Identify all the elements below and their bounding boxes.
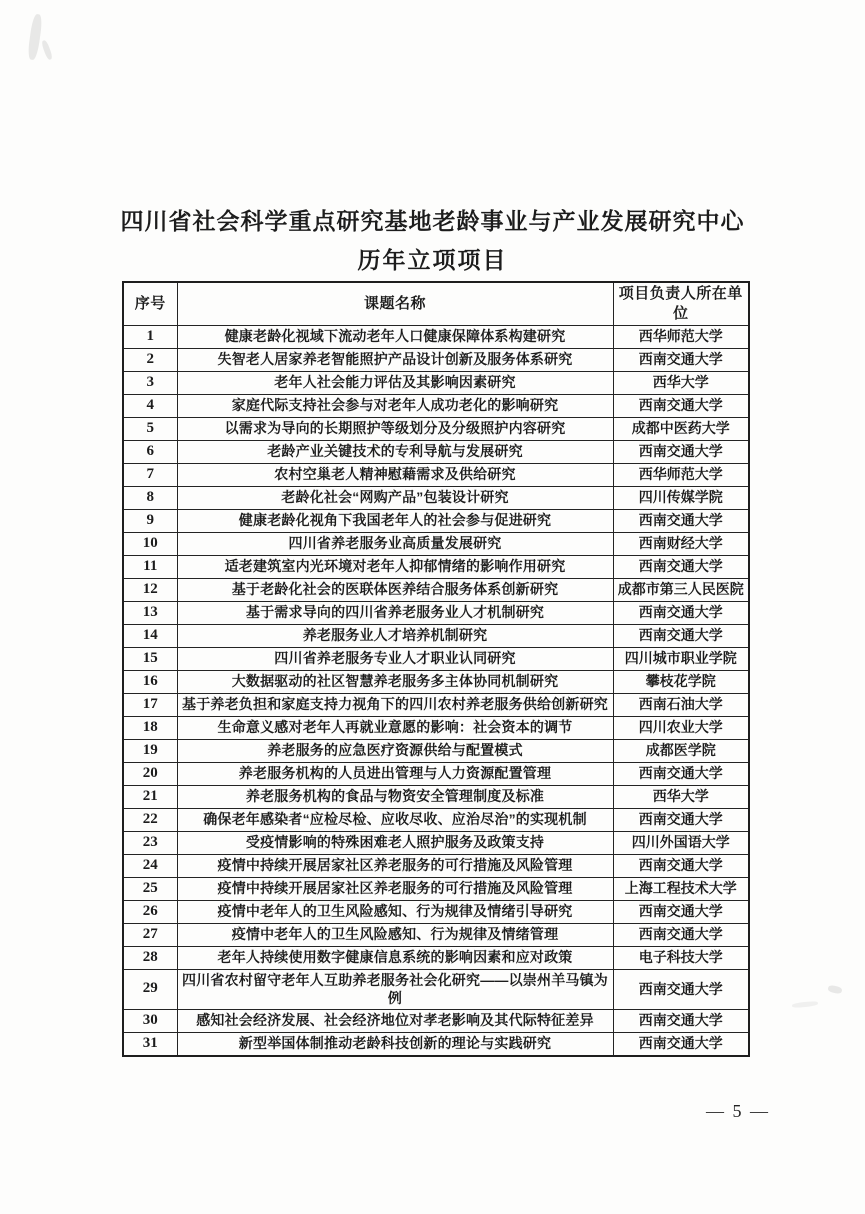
project-title: 老龄化社会“网购产品”包装设计研究 [177,486,613,509]
project-unit: 上海工程技术大学 [613,877,749,900]
table-row [123,923,749,946]
table-row [123,325,749,348]
row-index: 3 [123,371,177,394]
projects-table [122,281,750,1057]
row-index: 29 [123,969,177,1009]
project-title: 农村空巢老人精神慰藉需求及供给研究 [177,463,613,486]
project-title: 四川省农村留守老年人互助养老服务社会化研究——以崇州羊马镇为例 [177,969,613,1009]
document-title-block [0,208,865,274]
project-unit: 西南交通大学 [613,969,749,1009]
project-unit: 四川农业大学 [613,716,749,739]
table-row [123,854,749,877]
row-index: 9 [123,509,177,532]
project-title: 适老建筑室内光环境对老年人抑郁情绪的影响作用研究 [177,555,613,578]
project-unit: 电子科技大学 [613,946,749,969]
table-row [123,555,749,578]
project-title: 家庭代际支持社会参与对老年人成功老化的影响研究 [177,394,613,417]
row-index: 5 [123,417,177,440]
project-unit: 成都中医药大学 [613,417,749,440]
project-unit: 西南交通大学 [613,624,749,647]
document-title-line2: 历年立项项目 [357,246,508,273]
project-unit: 西华大学 [613,371,749,394]
table-row [123,532,749,555]
project-title: 老龄产业关键技术的专利导航与发展研究 [177,440,613,463]
table-row [123,440,749,463]
table-row [123,785,749,808]
project-title: 基于养老负担和家庭支持力视角下的四川农村养老服务供给创新研究 [177,693,613,716]
project-title: 失智老人居家养老智能照护产品设计创新及服务体系研究 [177,348,613,371]
table-row [123,486,749,509]
project-unit: 四川城市职业学院 [613,647,749,670]
row-index: 31 [123,1032,177,1056]
project-title: 受疫情影响的特殊困难老人照护服务及政策支持 [177,831,613,854]
project-title: 基于需求导向的四川省养老服务业人才机制研究 [177,601,613,624]
table-row [123,417,749,440]
table-row [123,808,749,831]
row-index: 6 [123,440,177,463]
row-index: 1 [123,325,177,348]
row-index: 12 [123,578,177,601]
row-index: 8 [123,486,177,509]
project-unit: 西华师范大学 [613,325,749,348]
project-unit: 西华师范大学 [613,463,749,486]
table-row [123,969,749,1009]
scan-artifact [27,14,43,61]
project-title: 老年人社会能力评估及其影响因素研究 [177,371,613,394]
project-unit: 西南交通大学 [613,440,749,463]
project-title: 疫情中持续开展居家社区养老服务的可行措施及风险管理 [177,877,613,900]
project-unit: 西南交通大学 [613,854,749,877]
project-title: 以需求为导向的长期照护等级划分及分级照护内容研究 [177,417,613,440]
document-title-line1: 四川省社会科学重点研究基地老龄事业与产业发展研究中心 [120,208,745,234]
project-unit: 西南交通大学 [613,808,749,831]
row-index: 25 [123,877,177,900]
project-unit: 西南交通大学 [613,348,749,371]
row-index: 10 [123,532,177,555]
project-unit: 西南交通大学 [613,1032,749,1056]
project-unit: 成都市第三人民医院 [613,578,749,601]
table-row [123,900,749,923]
project-title: 老年人持续使用数字健康信息系统的影响因素和应对政策 [177,946,613,969]
project-unit: 四川外国语大学 [613,831,749,854]
row-index: 16 [123,670,177,693]
table-row [123,877,749,900]
project-title: 四川省养老服务专业人才职业认同研究 [177,647,613,670]
project-title: 养老服务机构的食品与物资安全管理制度及标准 [177,785,613,808]
project-title: 生命意义感对老年人再就业意愿的影响：社会资本的调节 [177,716,613,739]
project-title: 感知社会经济发展、社会经济地位对孝老影响及其代际特征差异 [177,1009,613,1032]
project-unit: 四川传媒学院 [613,486,749,509]
project-unit: 西南交通大学 [613,394,749,417]
row-index: 11 [123,555,177,578]
project-unit: 西南交通大学 [613,900,749,923]
project-unit: 西南交通大学 [613,923,749,946]
column-header-unit: 项目负责人所在单位 [613,282,749,325]
project-title: 疫情中老年人的卫生风险感知、行为规律及情绪管理 [177,923,613,946]
row-index: 17 [123,693,177,716]
project-title: 基于老龄化社会的医联体医养结合服务体系创新研究 [177,578,613,601]
project-unit: 西南石油大学 [613,693,749,716]
row-index: 24 [123,854,177,877]
table-row [123,1032,749,1056]
row-index: 13 [123,601,177,624]
row-index: 2 [123,348,177,371]
table-row [123,670,749,693]
table-row [123,831,749,854]
table-header-row [123,282,749,325]
table-row [123,946,749,969]
project-unit: 西南财经大学 [613,532,749,555]
table-row [123,624,749,647]
project-unit: 西南交通大学 [613,601,749,624]
project-unit: 西南交通大学 [613,1009,749,1032]
project-unit: 攀枝花学院 [613,670,749,693]
table-row [123,601,749,624]
table-row [123,739,749,762]
project-title: 健康老龄化视角下我国老年人的社会参与促进研究 [177,509,613,532]
project-unit: 西南交通大学 [613,762,749,785]
project-title: 大数据驱动的社区智慧养老服务多主体协同机制研究 [177,670,613,693]
project-title: 养老服务业人才培养机制研究 [177,624,613,647]
row-index: 21 [123,785,177,808]
project-unit: 成都医学院 [613,739,749,762]
table-row [123,578,749,601]
row-index: 14 [123,624,177,647]
project-title: 确保老年感染者“应检尽检、应收尽收、应治尽治”的实现机制 [177,808,613,831]
project-title: 疫情中持续开展居家社区养老服务的可行措施及风险管理 [177,854,613,877]
scan-artifact [41,40,53,61]
table-row [123,762,749,785]
project-title: 健康老龄化视域下流动老年人口健康保障体系构建研究 [177,325,613,348]
column-header-index: 序号 [123,282,177,325]
table-row [123,693,749,716]
row-index: 15 [123,647,177,670]
row-index: 22 [123,808,177,831]
row-index: 28 [123,946,177,969]
project-title: 养老服务机构的人员进出管理与人力资源配置管理 [177,762,613,785]
table-row [123,348,749,371]
project-title: 四川省养老服务业高质量发展研究 [177,532,613,555]
row-index: 20 [123,762,177,785]
row-index: 4 [123,394,177,417]
scan-artifact [792,1001,818,1009]
project-title: 养老服务的应急医疗资源供给与配置模式 [177,739,613,762]
project-unit: 西南交通大学 [613,509,749,532]
project-unit: 西南交通大学 [613,555,749,578]
row-index: 23 [123,831,177,854]
row-index: 30 [123,1009,177,1032]
table-row [123,509,749,532]
table-row [123,463,749,486]
column-header-project-title: 课题名称 [177,282,613,325]
table-row [123,647,749,670]
table-row [123,1009,749,1032]
row-index: 19 [123,739,177,762]
table-row [123,394,749,417]
row-index: 18 [123,716,177,739]
table-row [123,371,749,394]
project-title: 疫情中老年人的卫生风险感知、行为规律及情绪引导研究 [177,900,613,923]
page-number: — 5 — [706,1101,770,1121]
project-unit: 西华大学 [613,785,749,808]
row-index: 26 [123,900,177,923]
row-index: 7 [123,463,177,486]
scan-artifact [827,985,842,995]
project-title: 新型举国体制推动老龄科技创新的理论与实践研究 [177,1032,613,1056]
row-index: 27 [123,923,177,946]
table-row [123,716,749,739]
